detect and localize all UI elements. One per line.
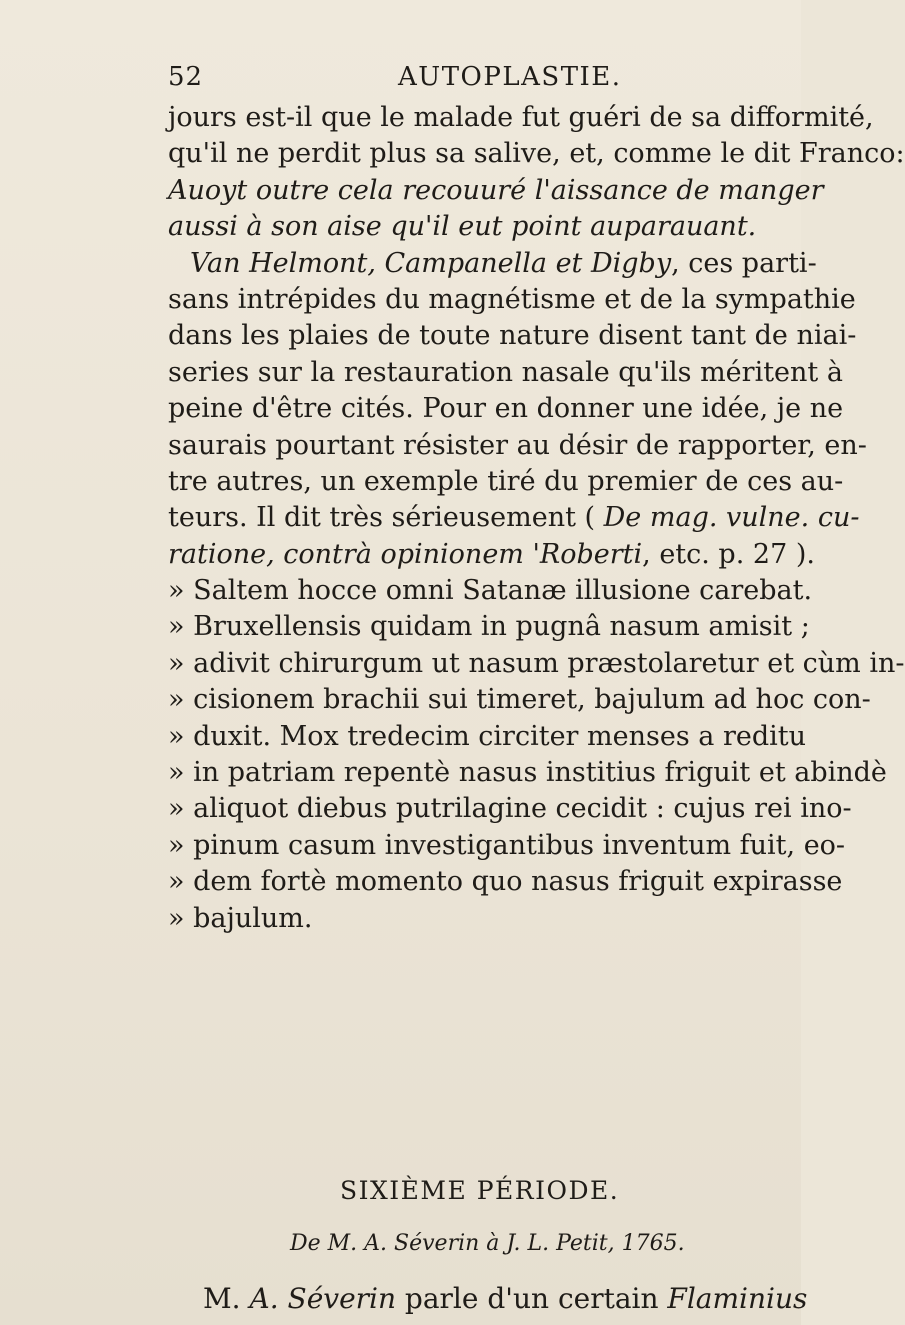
- person-name: A. Séverin: [249, 1282, 397, 1315]
- text-line: peine d'être cités. Pour en donner une idée, je ne: [168, 393, 844, 425]
- latin-quote-line: » bajulum.: [168, 902, 313, 934]
- body-text: [168, 100, 905, 937]
- text-line: jours est-il que le malade fut guéri de sa difformité,: [168, 102, 874, 133]
- latin-quote-line: » adivit chirurgum ut nasum præstolaretur et cùm in-: [168, 647, 905, 679]
- running-title: AUTOPLASTIE.: [398, 62, 622, 92]
- lead-rest: , ces parti-: [671, 247, 817, 279]
- citation-title: De mag. vulne. cu-: [603, 502, 860, 534]
- citation-title: ratione, contrà opinionem 'Roberti: [168, 538, 643, 570]
- latin-quote-line: » aliquot diebus putrilagine cecidit : cujus rei ino-: [168, 793, 852, 825]
- authors-names: Van Helmont, Campanella et Digby: [190, 247, 672, 279]
- text-line: saurais pourtant résister au désir de rapporter, en-: [168, 429, 867, 461]
- page-number: 52: [168, 62, 204, 92]
- latin-quote-line: » in patriam repentè nasus institius friguit et abindè: [168, 757, 887, 789]
- section-subheading: De M. A. Séverin à J. L. Petit, 1765.: [290, 1231, 685, 1256]
- latin-quote-line: » pinum casum investigantibus inventum fuit, eo-: [168, 829, 846, 861]
- latin-quote-line: » duxit. Mox tredecim circiter menses a reditu: [168, 720, 807, 752]
- latin-quote-line: » Saltem hocce omni Satanæ illusione carebat.: [168, 575, 813, 607]
- text-line: tre autres, un exemple tiré du premier de ces au-: [168, 465, 844, 497]
- text-line: series sur la restauration nasale qu'ils méritent à: [168, 356, 843, 388]
- person-name: Flaminius: [667, 1282, 808, 1315]
- latin-quote-line: » Bruxellensis quidam in pugnâ nasum amisit ;: [168, 611, 810, 643]
- quote-italic-line: Auoyt outre cela recouuré l'aissance de manger: [168, 174, 824, 206]
- quote-italic-line: aussi à son aise qu'il eut point auparauant.: [168, 211, 757, 243]
- final-line: M. A. Séverin parle d'un certain Flaminius: [203, 1282, 808, 1315]
- citation-line: teurs. Il dit très sérieusement ( De mag. vulne. cu-: [168, 502, 860, 534]
- text-line: dans les plaies de toute nature disent tant de niai-: [168, 320, 857, 352]
- latin-quote-line: » cisionem brachii sui timeret, bajulum ad hoc con-: [168, 684, 871, 716]
- text-line: qu'il ne perdit plus sa salive, et, comme le dit Franco:: [168, 138, 905, 170]
- citation-line: ratione, contrà opinionem 'Roberti, etc. p. 27 ).: [168, 538, 815, 570]
- section-heading: SIXIÈME PÉRIODE.: [340, 1176, 620, 1205]
- latin-quote-line: » dem fortè momento quo nasus friguit expirasse: [168, 866, 843, 898]
- paragraph-lead: [168, 246, 817, 282]
- text-line: sans intrépides du magnétisme et de la sympathie: [168, 283, 856, 315]
- running-header: [168, 62, 728, 102]
